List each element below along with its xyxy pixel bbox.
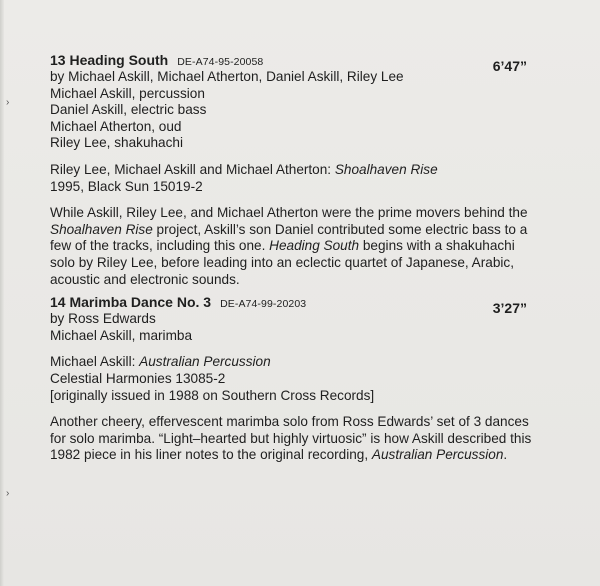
track-description [50, 205, 540, 288]
track-description [50, 414, 540, 464]
performer-line: Michael Askill, percussion [50, 85, 205, 101]
track-duration: 3’27” [492, 300, 527, 317]
description-italic: Australian Percussion [371, 447, 504, 463]
album-title: Australian Percussion [139, 354, 271, 370]
track-composers: by Ross Edwards [50, 311, 156, 327]
page-edge-shadow [0, 0, 4, 586]
binding-mark: › [6, 97, 10, 108]
description-text: . [503, 447, 508, 463]
track-composers: by Michael Askill, Michael Atherton, Daniel Askill, Riley Lee [50, 69, 404, 84]
performer-line: Michael Atherton, oud [50, 118, 182, 134]
description-italic: Heading South [269, 238, 360, 254]
performer-line: Michael Askill, marimba [50, 327, 193, 343]
track-duration: 6’47” [492, 58, 527, 74]
track-catalog-code: DE-A74-99-20203 [220, 298, 307, 311]
description-text: begins with a shakuhachi solo by Riley Lee, before leading into an eclectic quartet of Japanese, Arabic, acoustic and electronic sounds. [50, 238, 515, 287]
album-artists: Riley Lee, Michael Askill and Michael Atherton: [50, 161, 335, 177]
track-catalog-code: DE-A74-95-20058 [177, 56, 264, 68]
album-credit [50, 162, 550, 179]
description-text: Another cheery, effervescent marimba solo from Ross Edwards’ set of 3 dances for solo marimba. “Light–hearted but highly virtuosic” is how Askill described this 1982 piece in his liner notes to the original recording, [50, 414, 532, 463]
album-credit [50, 354, 550, 371]
track-notes [50, 52, 550, 464]
track-title: 13 Heading South [50, 52, 169, 68]
performer-line: Daniel Askill, electric bass [50, 102, 207, 118]
description-text: project, Askill’s son Daniel contributed some electric bass to a few of the tracks, including this one. [50, 221, 528, 254]
track-header [50, 52, 550, 74]
album-reissue: [originally issued in 1988 on Southern Cross Records] [50, 387, 375, 403]
binding-mark: › [6, 488, 10, 499]
performer-line: Riley Lee, shakuhachi [50, 135, 183, 151]
album-artists: Michael Askill: [50, 354, 140, 370]
album-release: Celestial Harmonies 13085-2 [50, 370, 226, 386]
album-title: Shoalhaven Rise [334, 161, 438, 177]
description-italic: Shoalhaven Rise [50, 221, 153, 237]
album-release: 1995, Black Sun 15019-2 [50, 178, 203, 194]
track-header [50, 294, 550, 317]
description-text: While Askill, Riley Lee, and Michael Atherton were the prime movers behind the [50, 205, 528, 221]
track-title: 14 Marimba Dance No. 3 [50, 294, 212, 311]
